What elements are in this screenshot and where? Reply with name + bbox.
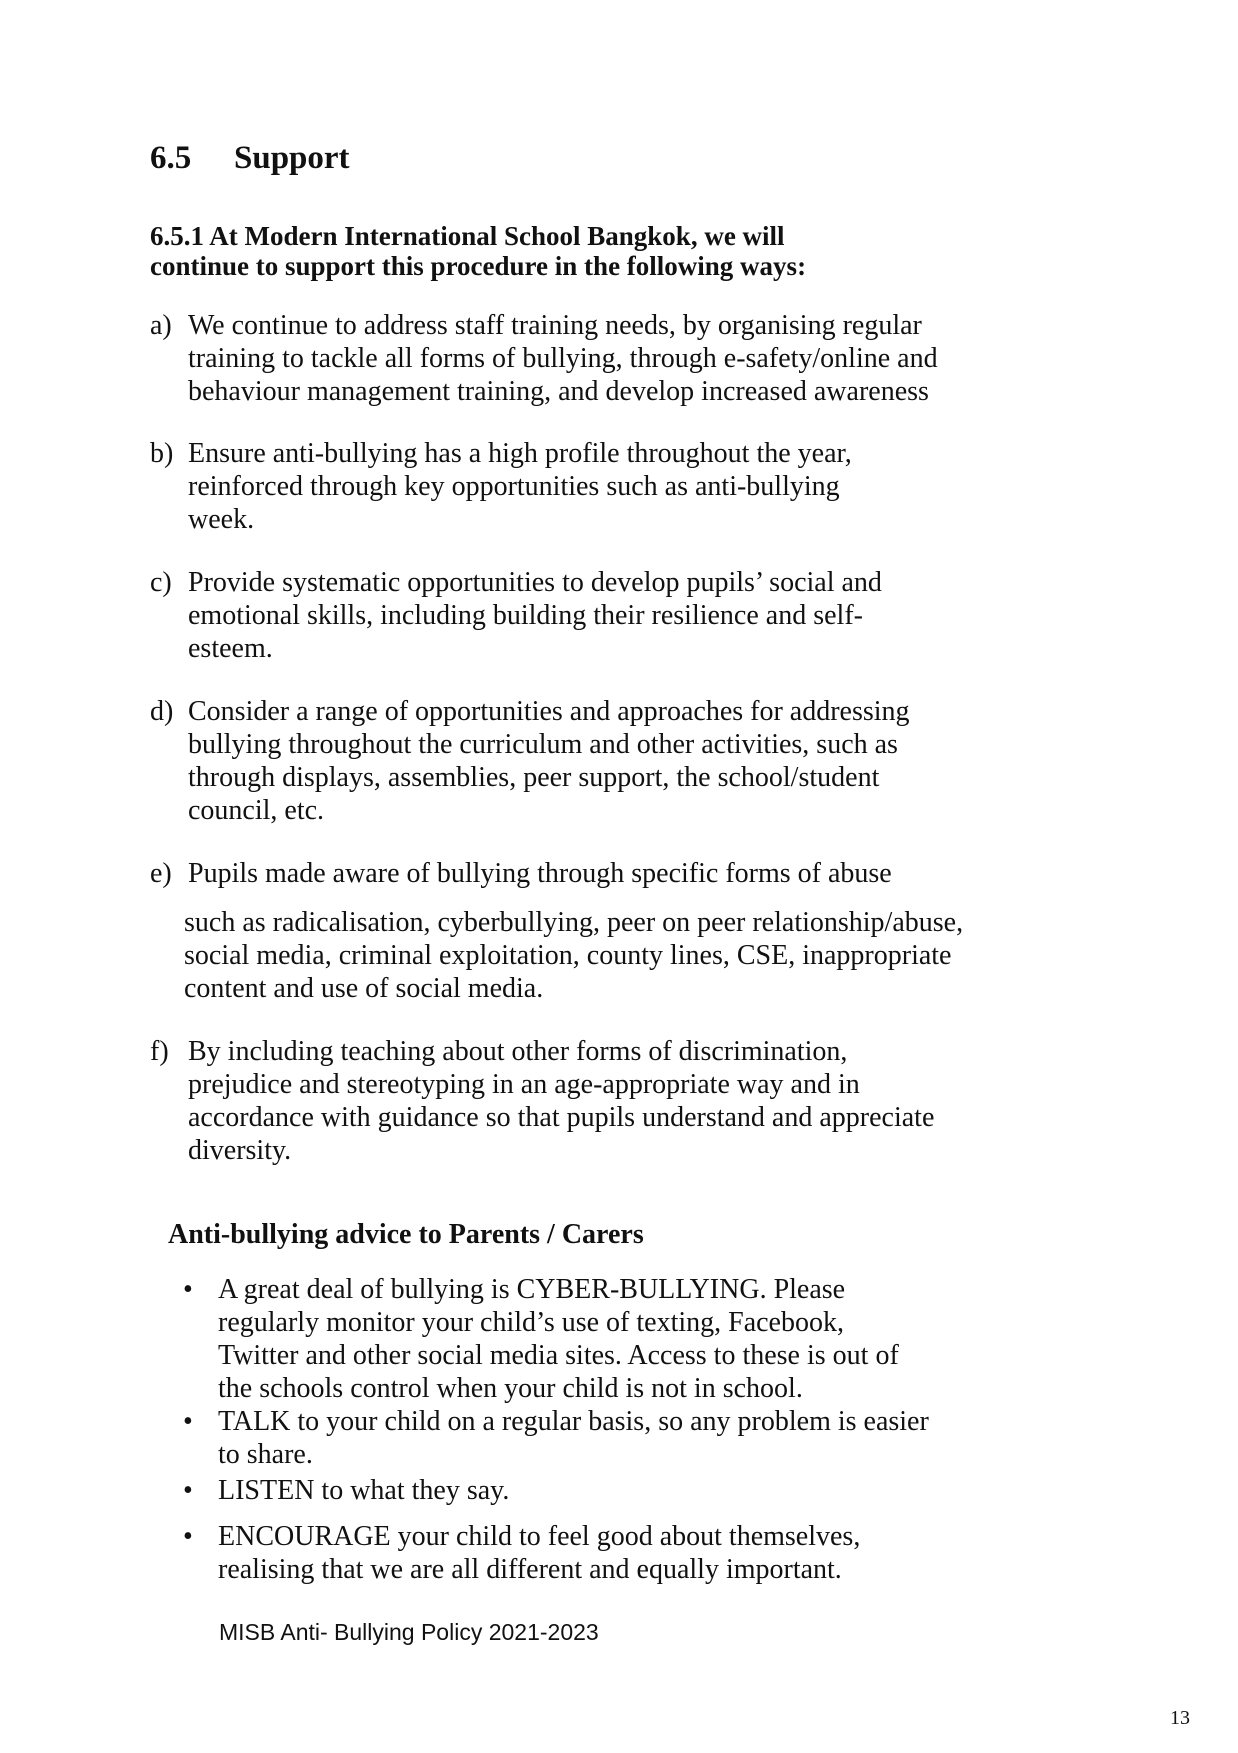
page-footer: MISB Anti- Bullying Policy 2021-2023: [219, 1619, 599, 1645]
list-marker: f): [150, 1036, 169, 1067]
bullet-icon: •: [183, 1274, 193, 1305]
item-line: Pupils made aware of bullying through specific forms of abuse: [188, 858, 892, 889]
list-item-a: [150, 309, 1100, 408]
bullet-line: the schools control when your child is not in school.: [218, 1373, 803, 1404]
bullet-line: to share.: [218, 1439, 313, 1470]
section-number: 6.5: [150, 140, 192, 176]
subsection-heading-line: continue to support this procedure in the following ways:: [150, 251, 807, 281]
bullet-line: realising that we are all different and equally important.: [218, 1554, 842, 1585]
list-marker: d): [150, 696, 174, 727]
page-number: 13: [1170, 1707, 1190, 1729]
item-line: By including teaching about other forms of discrimination,: [188, 1036, 848, 1067]
bullet-item: [183, 1405, 1083, 1471]
item-line: council, etc.: [188, 795, 325, 826]
bullet-icon: •: [183, 1406, 193, 1437]
advice-heading: Anti-bullying advice to Parents / Carers: [168, 1219, 644, 1250]
item-line: diversity.: [188, 1135, 292, 1166]
list-item-d: [150, 695, 1100, 827]
item-line: accordance with guidance so that pupils understand and appreciate: [188, 1102, 935, 1133]
item-line: Provide systematic opportunities to develop pupils’ social and: [188, 567, 882, 598]
section-title: Support: [234, 140, 350, 176]
list-marker: a): [150, 310, 172, 341]
bullet-item: [183, 1273, 1083, 1405]
list-item-b: [150, 437, 1100, 536]
bullet-item: [183, 1520, 1083, 1586]
bullet-line: TALK to your child on a regular basis, so any problem is easier: [218, 1406, 929, 1437]
bullet-icon: •: [183, 1475, 193, 1506]
list-marker: e): [150, 858, 172, 889]
item-line: reinforced through key opportunities such as anti-bullying: [188, 471, 840, 502]
bullet-line: regularly monitor your child’s use of texting, Facebook,: [218, 1307, 844, 1338]
item-line: prejudice and stereotyping in an age-appropriate way and in: [188, 1069, 860, 1100]
subsection-heading-line: 6.5.1 At Modern International School Bangkok, we will: [150, 221, 785, 251]
list-marker: b): [150, 438, 174, 469]
list-marker: c): [150, 567, 172, 598]
bullet-icon: •: [183, 1521, 193, 1552]
section-heading: [150, 140, 350, 177]
item-line: social media, criminal exploitation, county lines, CSE, inappropriate: [184, 940, 952, 971]
item-line: emotional skills, including building their resilience and self-: [188, 600, 863, 631]
list-item-f: [150, 1035, 1100, 1167]
item-line: week.: [188, 504, 255, 535]
item-line: Ensure anti-bullying has a high profile throughout the year,: [188, 438, 852, 469]
item-line: bullying throughout the curriculum and other activities, such as: [188, 729, 898, 760]
item-line: We continue to address staff training needs, by organising regular: [188, 310, 922, 341]
bullet-line: Twitter and other social media sites. Access to these is out of: [218, 1340, 899, 1371]
bullet-line: LISTEN to what they say.: [218, 1475, 510, 1506]
item-line: content and use of social media.: [184, 973, 544, 1004]
item-line: such as radicalisation, cyberbullying, peer on peer relationship/abuse,: [184, 907, 964, 938]
list-item-e: [150, 857, 1100, 890]
bullet-item: [183, 1474, 1083, 1507]
item-line: training to tackle all forms of bullying, through e-safety/online and: [188, 343, 938, 374]
bullet-line: ENCOURAGE your child to feel good about themselves,: [218, 1521, 861, 1552]
item-line: through displays, assemblies, peer support, the school/student: [188, 762, 880, 793]
item-line: Consider a range of opportunities and approaches for addressing: [188, 696, 910, 727]
list-item-c: [150, 566, 1100, 665]
subsection-heading: [150, 221, 1050, 281]
item-line: esteem.: [188, 633, 273, 664]
bullet-line: A great deal of bullying is CYBER-BULLYING. Please: [218, 1274, 846, 1305]
item-e-continuation: [184, 906, 1124, 1005]
item-line: behaviour management training, and develop increased awareness: [188, 376, 929, 407]
